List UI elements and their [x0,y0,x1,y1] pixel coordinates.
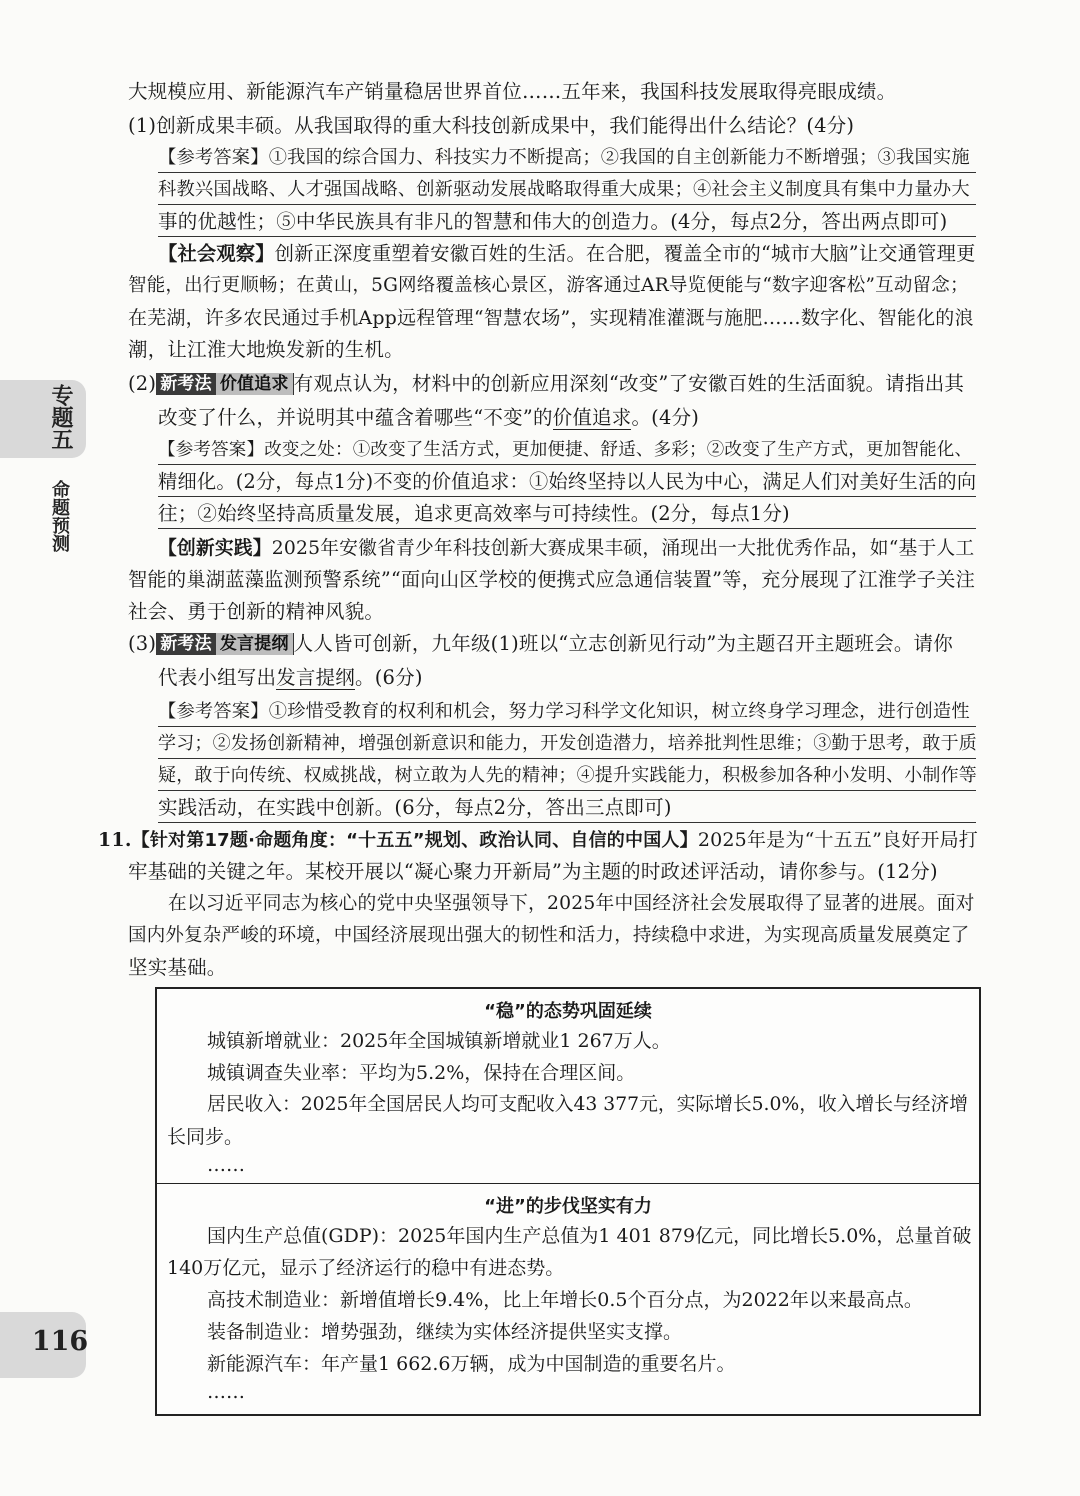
question-2-text-1: 有观点认为，材料中的创新应用深刻“改变”了安徽百姓的生活面貌。请指出其 [293,372,965,395]
answer-3-line-2: 学习；②发扬创新精神，增强创新意识和能力，开发创造潜力，培养批判性思维；③勤于思考，敢于质 [158,730,976,759]
observe-label: 【社会观察】 [158,242,275,265]
question-1: (1)创新成果丰硕。从我国取得的重大科技创新成果中，我们能得出什么结论？(4分) [128,114,855,137]
question-2-number: (2) [128,372,157,395]
answer-2-line-1: 【参考答案】改变之处：①改变了生活方式，更加便捷、舒适、多彩；②改变了生产方式，更加智能化、 [158,436,976,465]
section-label: 命题预测 [49,480,70,552]
stability-line-2: 城镇调查失业率：平均为5.2%，保持在合理区间。 [207,1062,636,1084]
question-2-score: 。(4分) [631,406,700,429]
stability-title: “稳”的态势巩固延续 [484,1001,652,1022]
question-11-line-1 [98,826,978,855]
answer-3-line-3: 疑，敢于向传统、权威挑战，树立敢为人先的精神；④提升实践能力，积极参加各种小发明、小制作等 [158,762,976,791]
question-11-number: 11. [98,829,132,851]
question-3-text-2: 代表小组写出 [158,666,277,689]
stability-ellipsis: …… [207,1154,245,1176]
question-11-line-2: 牢基础的关键之年。某校开展以“凝心聚力开新局”为主题的时政述评活动，请你参与。(12分) [128,860,938,883]
page-number: 116 [31,1326,89,1357]
answer-3-line-4: 实践活动，在实践中创新。(6分，每点2分，答出三点即可) [158,794,976,823]
practice-line-2: 智能的巢湖蓝藻监测预警系统”“面向山区学校的便携式应急通信装置”等，充分展现了江淮学子关注 [128,568,976,591]
question-11-angle: 【针对第17题·命题角度：“十五五”规划、政治认同、自信的中国人】 [131,830,698,851]
question-2-line-1 [128,370,964,398]
progress-line-5: 新能源汽车：年产量1 662.6万辆，成为中国制造的重要名片。 [207,1353,736,1375]
new-method-tag: 新考法 [156,373,216,395]
value-pursuit-tag: 价值追求 [216,373,294,395]
question-3-line-1 [128,630,953,658]
observe-text-1: 创新正深度重塑着安徽百姓的生活。在合肥，覆盖全市的“城市大脑”让交通管理更 [274,242,976,265]
answer-3-line-1: 【参考答案】①珍惜受教育的权利和机会，努力学习科学文化知识，树立终身学习理念，进行创造性 [158,698,976,727]
stability-line-1: 城镇新增就业：2025年全国城镇新增就业1 267万人。 [207,1030,671,1052]
observe-line-1 [158,240,976,268]
progress-line-2: 140万亿元，显示了经济运行的稳中有进态势。 [167,1257,565,1279]
progress-title: “进”的步伐坚实有力 [484,1196,652,1217]
question-3-text-1: 人人皆可创新，九年级(1)班以“立志创新见行动”为主题召开主题班会。请你 [293,632,953,655]
answer-1-line-3: 事的优越性；⑤中华民族具有非凡的智慧和伟大的创造力。(4分，每点2分，答出两点即可) [158,208,976,237]
stability-line-3: 居民收入：2025年全国居民人均可支配收入43 377元，实际增长5.0%，收入增长与经济增 [207,1094,968,1115]
question-3-score: 。(6分) [355,666,423,689]
progress-ellipsis: …… [207,1381,245,1403]
answer-2-line-2: 精细化。(2分，每点1分)不变的价值追求：①始终坚持以人民为中心，满足人们对美好生活的向 [158,468,976,497]
question-3-number: (3) [128,632,157,655]
stability-line-4: 长同步。 [167,1126,244,1148]
progress-box [155,1183,981,1416]
observe-line-3: 在芜湖，许多农民通过手机App远程管理“智慧农场”，实现精准灌溉与施肥……数字化、智能化的浪 [128,307,974,329]
speech-outline-underlined: 发言提纲 [276,666,356,689]
answer-1-line-1: 【参考答案】①我国的综合国力、科技实力不断提高；②我国的自主创新能力不断增强；③我国实施 [158,144,976,173]
chapter-label: 专题五 [48,384,73,450]
stability-box [155,987,981,1187]
new-method-tag-2: 新考法 [156,633,216,655]
speech-outline-tag: 发言提纲 [216,633,294,655]
question-11-para-1: 在以习近平同志为核心的党中央坚强领导下，2025年中国经济社会发展取得了显著的进展。面对 [168,893,975,914]
answer-1-line-2: 科教兴国战略、人才强国战略、创新驱动发展战略取得重大成果；④社会主义制度具有集中力量办大 [158,176,976,205]
progress-line-3: 高技术制造业：新增值增长9.4%，比上年增长0.5个百分点，为2022年以来最高点。 [207,1289,923,1311]
question-3-line-2 [158,664,423,692]
question-2-text-2: 改变了什么，并说明其中蕴含着哪些“不变”的 [158,406,553,429]
progress-line-1: 国内生产总值(GDP)：2025年国内生产总值为1 401 879亿元，同比增长5.0%，总量首破 [207,1225,972,1247]
practice-label: 【创新实践】 [158,537,272,559]
intro-line: 大规模应用、新能源汽车产销量稳居世界首位……五年来，我国科技发展取得亮眼成绩。 [128,80,897,103]
practice-line-3: 社会、勇于创新的精神风貌。 [128,600,385,623]
question-11-para-3: 坚实基础。 [128,956,227,979]
value-pursuit-underlined: 价值追求 [552,406,632,429]
observe-line-4: 潮，让江淮大地焕发新的生机。 [128,338,404,361]
progress-line-4: 装备制造业：增势强劲，继续为实体经济提供坚实支撑。 [207,1321,683,1343]
observe-line-2: 智能，出行更顺畅；在黄山，5G网络覆盖核心景区，游客通过AR导览便能与“数字迎客松”互动留念； [128,275,969,296]
question-2-line-2 [158,404,699,432]
question-11-text-1: 2025年是为“十五五”良好开局打 [697,829,978,851]
question-11-para-2: 国内外复杂严峻的环境，中国经济展现出强大的韧性和活力，持续稳中求进，为实现高质量发展奠定了 [128,925,970,946]
answer-2-line-3: 往；②始终坚持高质量发展，追求更高效率与可持续性。(2分，每点1分) [158,500,976,529]
practice-text-1: 2025年安徽省青少年科技创新大赛成果丰硕，涌现出一大批优秀作品，如“基于人工 [271,538,975,559]
practice-line-1 [158,534,974,563]
